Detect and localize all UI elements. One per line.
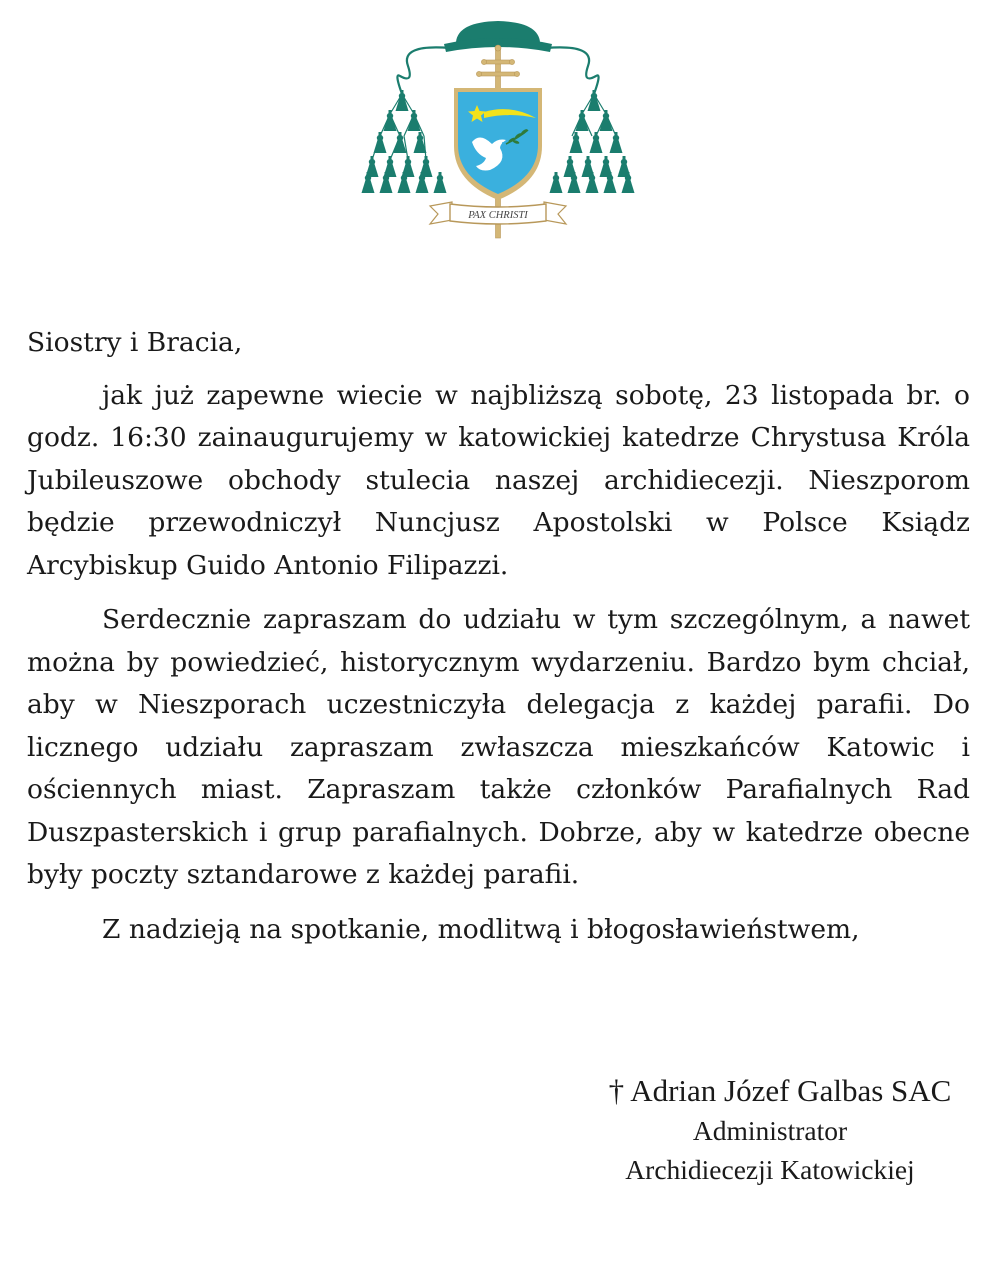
letter-body: [27, 322, 970, 951]
greeting: Siostry i Bracia,: [27, 327, 243, 358]
coat-of-arms: [360, 14, 636, 240]
signature-block: [560, 1072, 980, 1190]
signatory-organization: Archidiecezji Katowickiej: [625, 1154, 915, 1185]
paragraph-invitation: jak już zapewne wiecie w najbliższą sobotę, 23 listopada br. o godz. 16:30 zainaugurujemy w katowickiej katedrze Chrystusa Króla Jubileuszowe obchody stulecia naszej archidiecezji. Nieszporom będzie przewodniczył Nuncjusz Apostolski w Polsce Ksiądz Arcybiskup Guido Antonio Filipazzi.: [27, 379, 970, 581]
motto-text: PAX CHRISTI: [468, 210, 528, 221]
closing-line: Z nadzieją na spotkanie, modlitwą i błogosławieństwem,: [102, 913, 860, 945]
paragraph-participation: Serdecznie zapraszam do udziału w tym szczególnym, a nawet można by powiedzieć, historycznym wydarzeniu. Bardzo bym chciał, aby w Nieszporach uczestniczyła delegacja z każdej parafii. Do licznego udziału zapraszam zwłaszcza mieszkańców Katowic i ościennych miast. Zapraszam także członków Parafialnych Rad Duszpasterskich i grup parafialnych. Dobrze, aby w katedrze obecne były poczty sztandarowe z każdej parafii.: [27, 604, 970, 890]
signatory-name: † Adrian Józef Galbas SAC: [608, 1073, 952, 1108]
signatory-title: Administrator: [692, 1115, 848, 1146]
